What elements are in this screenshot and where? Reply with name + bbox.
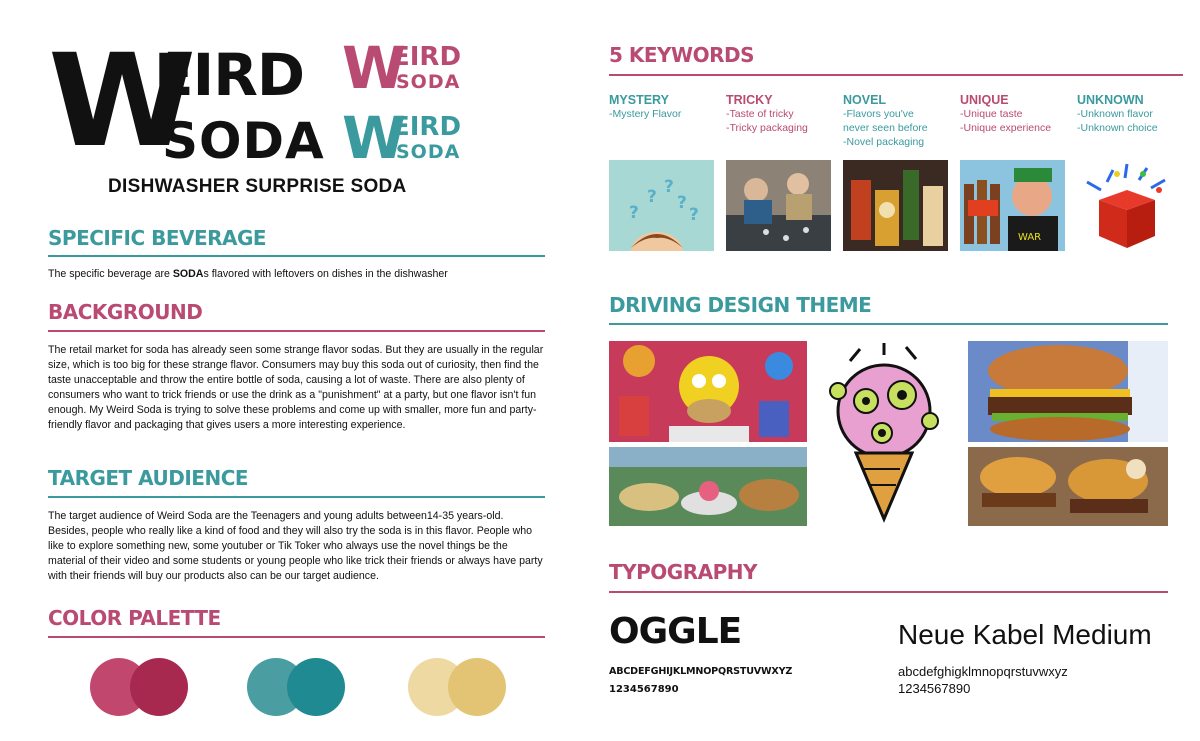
section-rule [48,496,545,498]
font2-digits: 1234567890 [898,681,971,696]
confused-face-icon [609,160,714,251]
keyword-mystery [609,93,719,121]
palette-swatch-yellow [408,658,508,716]
section-rule [48,255,545,257]
cartoon-burger-image [968,447,1168,526]
logo-eird: EIRD [392,112,462,142]
burger-illustration [968,341,1168,442]
keyword-line: -Unknown choice [1077,122,1158,134]
tricky-image [726,160,831,251]
keyword-title: TRICKY [726,93,773,107]
section-rule [48,636,545,638]
section-rule [48,330,545,332]
font2-name: Neue Kabel Medium [898,619,1152,650]
subtitle: DISHWASHER SURPRISE SODA [108,176,407,197]
weird-soda-logo-large [48,27,328,176]
section-title-specific-beverage: SPECIFIC BEVERAGE [48,226,267,250]
logo-w: W [342,34,403,102]
monster-ice-cream-icon [820,341,948,523]
palette-swatch-pink [90,658,190,716]
keyword-tricky [726,93,836,135]
section-title-typography: TYPOGRAPHY [609,560,757,584]
font1-alphabet: ABCDEFGHIJKLMNOPQRSTUVWXYZ [609,666,793,677]
logo-w: W [48,27,190,176]
logo-soda: SODA [396,71,461,93]
section-rule [609,591,1168,593]
cartoon-food-image [609,447,807,526]
logo-soda: SODA [396,141,461,163]
section-title-color-palette: COLOR PALETTE [48,606,221,630]
keyword-line: -Mystery Flavor [609,108,682,120]
party-game-photo [726,160,831,251]
keyword-line: -Unknown flavor [1077,108,1153,120]
cartoon-soda-image [609,341,807,442]
keyword-novel [843,93,953,149]
text-bold: SODA [172,268,204,280]
target-audience-text: The target audience of Weird Soda are the Teenagers and young adults between14-35 years-old. Besides, people who really like a kind of food and they will also try the soda is in this flavor. People who like to explore something new, some youtuber or Tik Toker who always use the novel things be the material of their video and some students or young people who like trick their friends or always have party with their friends will buy our products also can be our target audience. [48,510,543,582]
section-rule [609,74,1183,76]
logo-eird: EIRD [392,42,462,72]
color-circle [130,658,188,716]
svg-text:?: ? [664,177,674,197]
svg-text:?: ? [677,193,687,213]
svg-text:WAR: WAR [1018,232,1042,243]
font1-name: OGGLE [609,611,742,652]
keyword-title: MYSTERY [609,93,669,107]
keyword-line: -Taste of tricky [726,108,794,120]
ice-cream-illustration [820,341,948,523]
laughing-man-photo [960,160,1065,251]
keyword-title: UNIQUE [960,93,1009,107]
text-part: s flavored with leftovers on dishes in the dishwasher [203,268,448,280]
keyword-line: -Unique experience [960,122,1052,134]
palette-swatch-teal [247,658,347,716]
svg-text:?: ? [647,187,657,207]
unique-image [960,160,1065,251]
logo-w: W [342,104,403,172]
logo-eird: EIRD [154,41,305,109]
weird-soda-logo-teal [342,104,462,172]
font2-alphabet: abcdefghigklmnopqrstuvwxyz [898,664,1068,679]
surprise-box-icon [1077,160,1177,251]
font1-digits: 1234567890 [609,684,679,695]
section-title-keywords: 5 KEYWORDS [609,43,754,67]
cartoon-illustration [609,447,807,526]
svg-text:?: ? [689,205,699,225]
keyword-line: -Flavors you've [843,108,914,120]
color-circle [287,658,345,716]
mystery-image [609,160,714,251]
cartoon-illustration [968,447,1168,526]
novel-image [843,160,948,251]
section-title-driving-design-theme: DRIVING DESIGN THEME [609,293,872,317]
burger-image [968,341,1168,442]
bottles-photo [843,160,948,251]
unknown-image [1077,160,1177,251]
weird-soda-logo-pink [342,34,462,102]
section-rule [609,323,1168,325]
specific-beverage-text [48,267,545,282]
svg-text:?: ? [629,203,639,223]
color-circle [448,658,506,716]
keyword-unknown [1077,93,1187,135]
section-title-background: BACKGROUND [48,300,203,324]
cartoon-illustration [609,341,807,442]
background-text: The retail market for soda has already seen some strange flavor sodas. But they are usually in the regular size, which is too big for these strange flavor. Consumers may buy this soda out of curiosity, then find the taste unacceptable and throw the entire bottle of soda, causing a lot of waste. There are also plenty of consumers who want to trick friends or use the drink as a "punishment" at a party, but one flavor isn't fun enough. My Weird Soda is trying to solve these problems and come up with smaller, more fun and party-friendly flavor and packaging that gives users a more interesting experience. [48,344,544,431]
section-title-target-audience: TARGET AUDIENCE [48,466,249,490]
keyword-line: -Novel packaging [843,136,925,148]
keyword-line: never seen before [843,122,928,134]
keyword-unique [960,93,1070,135]
keyword-title: UNKNOWN [1077,93,1144,107]
text-part: The specific beverage are [48,268,173,280]
keyword-line: -Unique taste [960,108,1023,120]
logo-soda: SODA [162,112,325,170]
keyword-title: NOVEL [843,93,887,107]
keyword-line: -Tricky packaging [726,122,808,134]
